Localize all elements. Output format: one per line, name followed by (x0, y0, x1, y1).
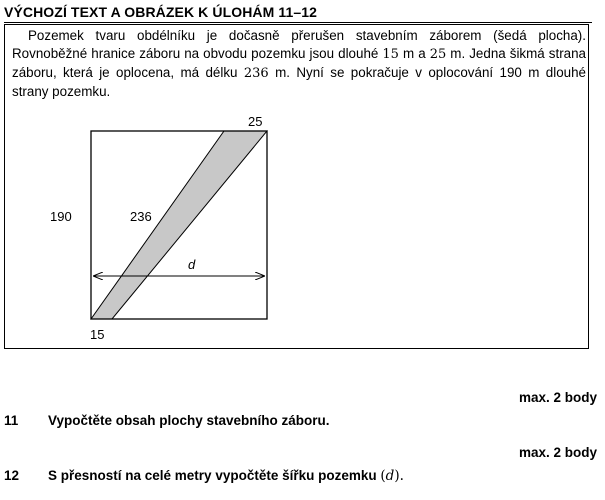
task-12-variable: d (385, 468, 395, 484)
intro-text-2: m a (398, 46, 430, 61)
task-12-open-paren: ( (380, 468, 386, 484)
intro-text-3: m. Jedna šikmá strana záboru, která je oplocena, má délku (12, 46, 586, 80)
plot-diagram (40, 108, 300, 348)
task-11-points: max. 2 body (518, 390, 597, 405)
intro-paragraph (12, 27, 586, 101)
task-12-number: 12 (4, 468, 20, 483)
construction-zone (91, 131, 267, 319)
label-width-d: d (188, 257, 196, 272)
task-12-close-paren: ). (394, 468, 404, 484)
task-11-number: 11 (4, 413, 19, 428)
label-top-25: 25 (248, 114, 263, 129)
intro-text-1: Pozemek tvaru obdélníku je dočasně přerušen stavebním záborem (šedá plocha). Rovnoběžné hranice záboru na obvodu pozemku jsou dlouhé (12, 28, 586, 61)
heading-underline (4, 22, 592, 23)
task-12 (4, 468, 404, 484)
intro-value-15: 15 (382, 47, 399, 62)
task-12-points: max. 2 body (518, 445, 597, 460)
task-11-text: Vypočtěte obsah plochy stavebního záboru. (48, 413, 330, 428)
section-heading: VÝCHOZÍ TEXT A OBRÁZEK K ÚLOHÁM 11–12 (4, 4, 318, 20)
task-12-text: S přesností na celé metry vypočtěte šířku pozemku (48, 468, 381, 483)
intro-value-236: 236 (243, 66, 269, 81)
intro-text-4: m. Nyní se pokračuje v oplocování 190 m dlouhé strany pozemku. (12, 65, 586, 99)
label-slant-236: 236 (130, 209, 152, 224)
intro-value-25: 25 (429, 47, 447, 62)
label-height-190: 190 (50, 209, 72, 224)
task-11 (4, 413, 330, 428)
plot-figure (40, 108, 300, 348)
label-bottom-15: 15 (90, 327, 105, 342)
